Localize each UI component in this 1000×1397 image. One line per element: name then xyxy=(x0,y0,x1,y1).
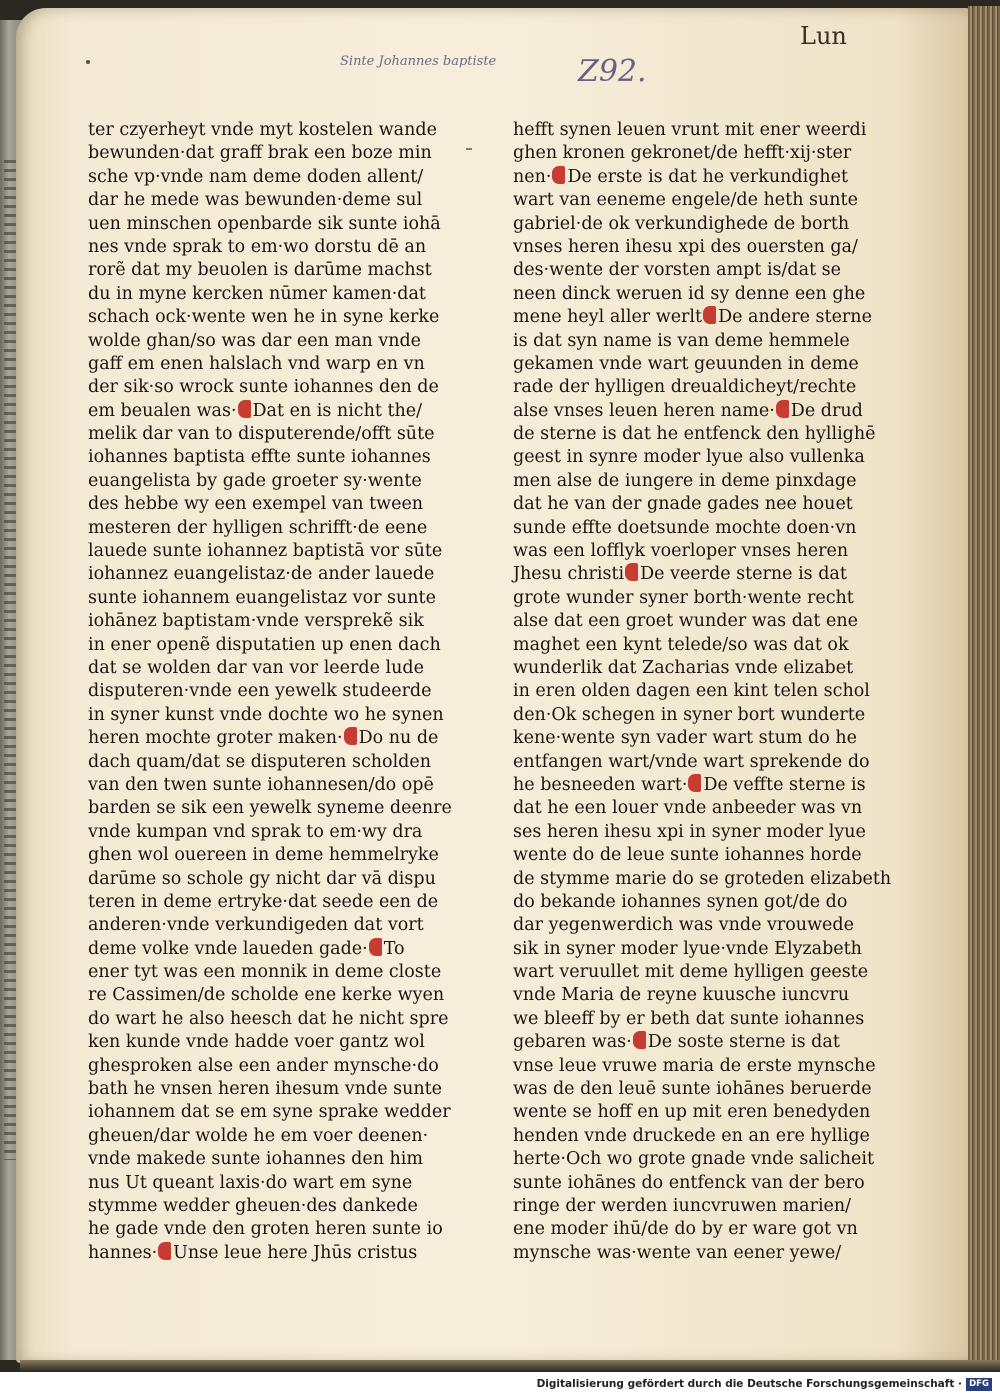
line-text: entfangen wart/vnde wart sprekende do xyxy=(513,751,870,772)
line-text: grote wunder syner borth·wente recht xyxy=(513,587,854,608)
line-text: bewunden·dat graff brak een boze min xyxy=(88,143,432,164)
text-line xyxy=(88,353,452,376)
text-line xyxy=(88,657,452,680)
text-line xyxy=(513,306,891,329)
line-text: dar he mede was bewunden·deme sul xyxy=(88,190,423,211)
line-text: ses heren ihesu xpi in syner moder lyue xyxy=(513,821,866,842)
text-line xyxy=(88,119,452,142)
text-line xyxy=(513,1172,891,1195)
line-text: sche vp·vnde nam deme doden allent/ xyxy=(88,166,424,187)
line-text: do wart he also heesch dat he nicht spre xyxy=(88,1008,449,1029)
rubric-paragraph-mark xyxy=(688,774,701,792)
text-line xyxy=(88,563,452,586)
line-text: gheuen/dar wolde he em voer deenen· xyxy=(88,1125,429,1146)
line-text-continued: De soste sterne is dat xyxy=(647,1032,840,1053)
text-line xyxy=(88,517,452,540)
line-text: schach ock·wente wen he in syne kerke xyxy=(88,307,440,328)
line-text: sunte iohānes do entfenck van der bero xyxy=(513,1172,865,1193)
text-line xyxy=(513,984,891,1007)
text-line xyxy=(88,1031,452,1054)
line-text-continued: De andere sterne xyxy=(718,307,872,328)
rubric-paragraph-mark xyxy=(369,938,382,956)
rubric-paragraph-mark xyxy=(703,306,716,324)
line-text-continued: To xyxy=(383,938,405,959)
line-text-continued: Do nu de xyxy=(358,728,439,749)
text-line xyxy=(513,891,891,914)
line-text: in eren olden dagen een kint telen schol xyxy=(513,681,870,702)
text-line xyxy=(88,1172,452,1195)
text-line xyxy=(88,400,452,423)
line-text: kene·wente syn vader wart stum do he xyxy=(513,728,857,749)
line-text: he besneeden wart· xyxy=(513,774,688,795)
text-line xyxy=(88,330,452,353)
line-text: hannes· xyxy=(88,1242,158,1263)
line-text-continued: De erste is dat he verkundighet xyxy=(567,166,849,187)
line-text: wunderlik dat Zacharias vnde elizabet xyxy=(513,657,854,678)
line-text: des hebbe wy een exempel van tween xyxy=(88,494,424,515)
line-text: sik in syner moder lyue·vnde Elyzabeth xyxy=(513,938,862,959)
line-text: euangelista by gade groeter sy·wente xyxy=(88,470,422,491)
text-line xyxy=(513,821,891,844)
line-text: teren in deme ertryke·dat seede een de xyxy=(88,891,439,912)
line-text: mesteren der hylligen schrifft·de eene xyxy=(88,517,428,538)
line-text: hefft synen leuen vrunt mit ener weerdi xyxy=(513,120,867,140)
rubric-paragraph-mark xyxy=(633,1031,646,1049)
rubric-paragraph-mark xyxy=(776,400,789,418)
text-line xyxy=(88,774,452,797)
text-line xyxy=(513,844,891,867)
text-line xyxy=(513,587,891,610)
line-text: maghet een kynt telede/so was dat ok xyxy=(513,634,849,655)
text-line xyxy=(513,540,891,563)
text-line xyxy=(88,1055,452,1078)
line-text: gaff em enen halslach vnd warp en vn xyxy=(88,353,425,374)
text-line xyxy=(88,470,452,493)
text-line xyxy=(513,493,891,516)
text-line xyxy=(513,774,891,797)
line-text: heren mochte groter maken· xyxy=(88,728,343,749)
text-line xyxy=(88,984,452,1007)
line-text: ghesproken alse een ander mynsche·do xyxy=(88,1055,439,1076)
text-line xyxy=(88,727,452,750)
text-line xyxy=(88,189,452,212)
text-line xyxy=(513,868,891,891)
text-line xyxy=(513,914,891,937)
line-text: he gade vnde den groten heren sunte io xyxy=(88,1219,443,1240)
line-text: alse vnses leuen heren name· xyxy=(513,400,775,421)
text-line xyxy=(88,166,452,189)
line-text: iohannes baptista effte sunte iohannes xyxy=(88,447,431,468)
line-text-continued: Unse leue here Jhūs cristus xyxy=(173,1242,418,1263)
text-line xyxy=(88,1218,452,1241)
line-text: vnde Maria de reyne kuusche iuncvru xyxy=(513,985,850,1006)
line-text: em beualen was· xyxy=(88,400,237,421)
text-line xyxy=(88,634,452,657)
line-text: men alse de iungere in deme pinxdage xyxy=(513,470,857,491)
line-text: sunde effte doetsunde mochte doen·vn xyxy=(513,517,857,538)
line-text: mene heyl aller werlt xyxy=(513,307,703,328)
line-text: rorẽ dat my beuolen is darūme machst xyxy=(88,260,432,281)
line-text: dat se wolden dar van vor leerde lude xyxy=(88,657,424,678)
text-line xyxy=(513,563,891,586)
text-line xyxy=(88,259,452,282)
text-line xyxy=(513,423,891,446)
text-line xyxy=(513,1031,891,1054)
text-line xyxy=(88,938,452,961)
line-text: we bleeff by er beth dat sunte iohannes xyxy=(513,1008,865,1029)
line-text: do bekande iohannes synen got/de do xyxy=(513,891,848,912)
text-line xyxy=(513,1125,891,1148)
line-text: lauede sunte iohannez baptistā vor sūte xyxy=(88,541,443,562)
line-text: nes vnde sprak to em·wo dorstu dē an xyxy=(88,236,427,257)
line-text: ener tyt was een monnik in deme closte xyxy=(88,962,442,983)
text-line xyxy=(88,797,452,820)
line-text: dach quam/dat se disputeren scholden xyxy=(88,751,432,772)
text-line xyxy=(88,1242,452,1265)
dfg-logo: DFG xyxy=(966,1378,992,1391)
line-text: de stymme marie do se groteden elizabeth xyxy=(513,868,892,889)
rubric-paragraph-mark xyxy=(238,400,251,418)
line-text-continued: De veffte sterne is xyxy=(703,774,866,795)
line-text: wente se hoff en up mit eren benedyden xyxy=(513,1102,871,1123)
text-line xyxy=(88,891,452,914)
line-text: bath he vnsen heren ihesum vnde sunte xyxy=(88,1079,443,1100)
line-text: wolde ghan/so was dar een man vnde xyxy=(88,330,422,351)
line-text: vnses heren ihesu xpi des ouersten ga/ xyxy=(513,236,858,257)
rubric-paragraph-mark xyxy=(344,727,357,745)
text-line xyxy=(513,680,891,703)
line-text: wart veruullet mit deme hylligen geeste xyxy=(513,962,869,983)
text-line xyxy=(88,1008,452,1031)
text-line xyxy=(513,1078,891,1101)
text-line xyxy=(88,423,452,446)
text-line xyxy=(88,914,452,937)
text-line xyxy=(88,213,452,236)
text-line xyxy=(513,1055,891,1078)
line-text: anderen·vnde verkundigeden dat vort xyxy=(88,915,424,936)
line-text: gekamen vnde wart geuunden in deme xyxy=(513,353,859,374)
line-text: sunte iohannem euangelistaz vor sunte xyxy=(88,587,436,608)
line-text: ter czyerheyt vnde myt kostelen wande xyxy=(88,120,437,140)
rubric-paragraph-mark xyxy=(625,563,638,581)
text-line xyxy=(513,166,891,189)
line-text: is dat syn name is van deme hemmele xyxy=(513,330,850,351)
text-line xyxy=(88,587,452,610)
text-line xyxy=(513,1101,891,1124)
line-text: alse dat een groet wunder was dat ene xyxy=(513,611,858,632)
line-text: dat he een louer vnde anbeeder was vn xyxy=(513,798,863,819)
line-text: mynsche was·wente van eener yewe/ xyxy=(513,1242,842,1263)
line-text: ken kunde vnde hadde voer gantz wol xyxy=(88,1032,425,1053)
text-line xyxy=(513,961,891,984)
text-line xyxy=(513,657,891,680)
text-line xyxy=(513,330,891,353)
text-line xyxy=(88,142,452,165)
pencil-mark xyxy=(466,148,472,150)
text-line xyxy=(513,727,891,750)
text-line xyxy=(513,751,891,774)
line-text: vnde makede sunte iohannes den him xyxy=(88,1149,423,1170)
text-line xyxy=(513,634,891,657)
text-line xyxy=(513,189,891,212)
text-line xyxy=(88,446,452,469)
text-line xyxy=(513,119,891,142)
line-text: stymme wedder gheuen·des dankede xyxy=(88,1195,418,1216)
text-line xyxy=(88,610,452,633)
text-line xyxy=(513,610,891,633)
manuscript-folio-number: Z92. xyxy=(578,54,647,89)
printed-folio-number: Lun xyxy=(800,22,847,50)
text-line xyxy=(513,1242,891,1265)
funding-caption: Digitalisierung gefördert durch die Deutsche Forschungsgemeinschaft · xyxy=(536,1378,962,1390)
text-line xyxy=(513,1148,891,1171)
line-text: van den twen sunte iohannesen/do opē xyxy=(88,774,434,795)
line-text-continued: De veerde sterne is dat xyxy=(640,564,847,585)
running-head: Sinte Johannes baptiste xyxy=(340,54,497,69)
line-text: wart van eeneme engele/de heth sunte xyxy=(513,190,858,211)
text-line xyxy=(513,213,891,236)
line-text: barden se sik een yewelk syneme deenre xyxy=(88,798,452,819)
line-text: melik dar van to disputerende/offt sūte xyxy=(88,424,435,445)
line-text: de sterne is dat he entfenck den hyllighē xyxy=(513,424,876,445)
text-line xyxy=(513,1008,891,1031)
text-line xyxy=(88,821,452,844)
text-line xyxy=(513,446,891,469)
text-line xyxy=(513,1218,891,1241)
line-text: ghen kronen gekronet/de hefft·xij·ster xyxy=(513,143,852,164)
line-text: dar yegenwerdich was vnde vrouwede xyxy=(513,915,854,936)
text-line xyxy=(88,751,452,774)
line-text: geest in synre moder lyue also vullenka xyxy=(513,447,865,468)
line-text: der sik·so wrock sunte iohannes den de xyxy=(88,377,439,398)
line-text: in ener openẽ disputatien up enen dach xyxy=(88,634,441,655)
line-text: henden vnde druckede en an ere hyllige xyxy=(513,1125,870,1146)
text-line xyxy=(88,961,452,984)
line-text: rade der hylligen dreualdicheyt/rechte xyxy=(513,377,857,398)
book-bottom-edge xyxy=(20,1360,1000,1372)
text-line xyxy=(513,1195,891,1218)
line-text: gebaren was· xyxy=(513,1032,632,1053)
right-text-column xyxy=(513,119,891,1265)
line-text: herte·Och wo grote gnade vnde salicheit xyxy=(513,1149,875,1170)
text-line xyxy=(88,680,452,703)
line-text-continued: De drud xyxy=(790,400,863,421)
line-text: ene moder ihū/de do by er ware got vn xyxy=(513,1219,858,1240)
left-text-column xyxy=(88,119,452,1265)
text-line xyxy=(513,259,891,282)
line-text: iohannez euangelistaz·de ander lauede xyxy=(88,564,435,585)
line-text: gabriel·de ok verkundighede de borth xyxy=(513,213,850,234)
line-text: deme volke vnde laueden gade· xyxy=(88,938,368,959)
text-line xyxy=(88,1195,452,1218)
text-line xyxy=(88,1078,452,1101)
line-text: ringe der werden iuncvruwen marien/ xyxy=(513,1195,852,1216)
line-text: ghen wol ouereen in deme hemmelryke xyxy=(88,845,439,866)
text-line xyxy=(88,376,452,399)
ink-dot xyxy=(86,60,90,64)
text-line xyxy=(513,376,891,399)
text-line xyxy=(513,938,891,961)
line-text: darūme so schole gy nicht dar vā dispu xyxy=(88,868,436,889)
line-text: Jhesu christi xyxy=(513,564,625,585)
line-text: was een lofflyk voerloper vnses heren xyxy=(513,541,849,562)
text-line xyxy=(88,1125,452,1148)
page-stack-edge xyxy=(968,6,1000,1366)
text-line xyxy=(513,704,891,727)
text-line xyxy=(513,797,891,820)
text-line xyxy=(88,306,452,329)
line-text: nen· xyxy=(513,166,552,187)
line-text: iohānez baptistam·vnde versprekẽ sik xyxy=(88,611,424,632)
text-line xyxy=(88,704,452,727)
line-text: uen minschen openbarde sik sunte iohā xyxy=(88,213,441,234)
line-text: vnse leue vruwe maria de erste mynsche xyxy=(513,1055,876,1076)
line-text: du in myne kercken nūmer kamen·dat xyxy=(88,283,426,304)
text-line xyxy=(513,400,891,423)
line-text-continued: Dat en is nicht the/ xyxy=(252,400,423,421)
text-line xyxy=(88,540,452,563)
text-line xyxy=(88,844,452,867)
text-line xyxy=(513,236,891,259)
text-line xyxy=(513,470,891,493)
text-line xyxy=(88,283,452,306)
line-text: neen dinck weruen id sy denne een ghe xyxy=(513,283,866,304)
rubric-paragraph-mark xyxy=(158,1242,171,1260)
line-text: in syner kunst vnde dochte wo he synen xyxy=(88,704,444,725)
text-line xyxy=(88,236,452,259)
text-line xyxy=(513,517,891,540)
line-text: dat he van der gnade gades nee houet xyxy=(513,494,853,515)
line-text: was de den leuē sunte iohānes beruerde xyxy=(513,1079,872,1100)
text-line xyxy=(88,868,452,891)
text-line xyxy=(513,142,891,165)
text-line xyxy=(88,493,452,516)
line-text: den·Ok schegen in syner bort wunderte xyxy=(513,704,866,725)
line-text: vnde kumpan vnd sprak to em·wy dra xyxy=(88,821,423,842)
text-line xyxy=(513,353,891,376)
line-text: des·wente der vorsten ampt is/dat se xyxy=(513,260,842,281)
line-text: nus Ut queant laxis·do wart em syne xyxy=(88,1172,413,1193)
text-line xyxy=(513,283,891,306)
line-text: disputeren·vnde een yewelk studeerde xyxy=(88,681,432,702)
line-text: re Cassimen/de scholde ene kerke wyen xyxy=(88,985,445,1006)
text-line xyxy=(88,1101,452,1124)
line-text: wente do de leue sunte iohannes horde xyxy=(513,845,862,866)
rubric-paragraph-mark xyxy=(552,166,565,184)
line-text: iohannem dat se em syne sprake wedder xyxy=(88,1102,451,1123)
text-line xyxy=(88,1148,452,1171)
